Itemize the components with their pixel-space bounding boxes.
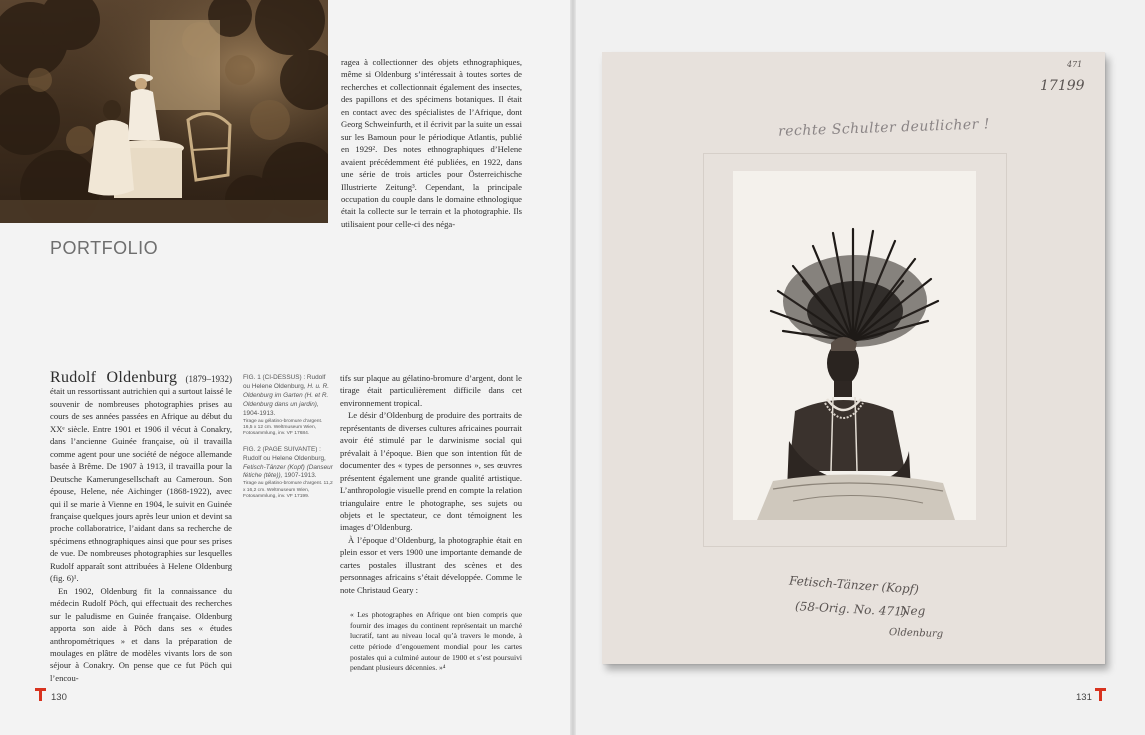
caption-details: Tirage au gélatino-bromure d’argent. 11,2 x 16,2 cm. Weltmuseum Wien, Fotosammlung, inv. VF 17199. xyxy=(243,481,333,500)
paragraph: tifs sur plaque au gélatino-bromure d’argent, dont le tirage était particulièrement difficile dans cet environnement tropical. xyxy=(340,373,522,408)
column-1 xyxy=(50,369,232,684)
handwritten-reference: (58-Orig. No. 471) xyxy=(794,599,907,619)
lead-dates: (1879–1932) xyxy=(185,374,232,384)
paragraph: était un ressortissant autrichien qui a surtout laissé le souvenir de nombreuses photographies prises au cours de ses années passées en Afrique au début du XXᵉ siècle. Entre 1901 et 1906 il vécut à Conakry, dans l’ancienne Guinée française, où il travailla comme agent pour une société de négoce allemande basée à Brême. De 1907 à 1913, il travailla pour la Deutsche Kamerungesellschaft au Cameroun. Son épouse, Helene, née Aichinger (1868-1922), avec qui il se marie à Vienne en 1904, le suivit en Guinée française quelques jours après leur union et devint sa proche collaboratrice, l’aidant dans sa recherche de spécimens ethnographiques ainsi que pour ses prises de vue. De nombreuses photographies sur lesquelles Rudolf apparaît sont attribuées à Helene Oldenburg (fig. 6)¹. xyxy=(50,386,232,584)
caption-date: 1907-1913. xyxy=(284,472,317,480)
gutter xyxy=(570,0,576,735)
brand-t-icon xyxy=(1095,688,1106,701)
caption-title: H. u. R. Oldenburg im Garten (H. et R. Oldenburg dans un jardin), xyxy=(243,382,329,408)
section-label: PORTFOLIO xyxy=(50,238,159,258)
block-quote: « Les photographes en Afrique ont bien compris que fournir des images du continent représentait un marché lucratif, tant au niveau local qu’à travers le monde, à cette période d’engouement mondial pour les cartes postales qui a culminé autour de 1900 et s’est poursuivi pendant plusieurs décennies. »⁴ xyxy=(350,610,522,673)
caption-head: FIG. 2 (PAGE SUIVANTE) : Rudolf ou Helene Oldenburg, xyxy=(243,445,326,462)
dancer-photo-image xyxy=(733,171,976,520)
handwritten-neg: Neg xyxy=(900,604,926,618)
dancer-photo-print xyxy=(733,171,976,520)
paragraph: Le désir d’Oldenburg de produire des portraits de représentants de diverses cultures africaines pourrait avoir été stimulé par le darwinisme social qui prévalait à l’époque. Bien que son intention fût de documenter des « types de personnes », ses œuvres présentent également une grande qualité artistique. L’anthropologie visuelle prend en compte la relation triangulaire entre le photographe, ses sujets ou objets et le spectateur, ce dont témoignent les images d’Oldenburg. xyxy=(340,410,522,533)
paragraph: À l’époque d’Oldenburg, la photographie était en plein essor et vers 1900 une importante demande de cartes postales illustrant des scènes et des personnages africains s’était développée. Comme le note Christaud Geary : xyxy=(340,534,522,595)
garden-photo xyxy=(0,0,328,223)
figure-caption xyxy=(243,374,333,438)
intro-text: ragea à collectionner des objets ethnographiques, même si Oldenburg s’intéressait à toutes sortes de recherches et collectionnait également des insectes, des papillons et des spécimens botaniques. Il était en contact avec des spécialistes de l’Afrique, dont Georg Schweinfurth, et il écrivit par la suite un essai sur les Bamoun pour le périodique Atlantis, publié en 1929². Des notes ethnographiques d’Helene avaient précédemment été publiées, en 1922, dans une série de trois articles pour Österreichische Illustrierte Zeitung³. Cependant, la principale occupation du couple dans le domaine ethnologique était la collecte sur le terrain et la photographie. Ils utilisaient pour celle-ci des néga- xyxy=(341,57,522,229)
figure-caption xyxy=(243,446,333,501)
brand-t-icon xyxy=(35,688,46,701)
handwritten-caption: Fetisch-Tänzer (Kopf) xyxy=(788,573,920,597)
paragraph: En 1902, Oldenburg fit la connaissance du médecin Rudolf Pöch, qui effectuait des recherches sur le paludisme en Guinée française. Oldenburg apporta son aide à Pöch dans ses « études anthropométriques » et dans la préparation de moulages en plâtre de modèles vivants lors de son séjour à Conakry. On pense que ce fut Pöch qui l’encou- xyxy=(50,585,232,683)
small-number: 471 xyxy=(1067,60,1083,69)
page-number-right: 131 xyxy=(1076,692,1092,703)
lead-name: Rudolf Oldenburg xyxy=(50,369,178,386)
intro-column xyxy=(341,56,522,230)
handwritten-signature: Oldenburg xyxy=(888,627,944,640)
page-number-left: 130 xyxy=(51,692,67,703)
figure-captions xyxy=(243,374,333,509)
lead-paragraph xyxy=(50,369,232,585)
caption-head: FIG. 1 (CI-DESSUS) : Rudolf ou Helene Oldenburg, xyxy=(243,374,326,390)
pencil-note: rechte Schulter deutlicher ! xyxy=(777,116,991,140)
column-2 xyxy=(340,372,522,674)
caption-details: Tirage au gélatino-bromure d’argent. 16,5 x 12 cm. Weltmuseum Wien, Fotosammlung, inv. VF 17684. xyxy=(243,418,323,437)
garden-photo-image xyxy=(0,0,328,223)
inventory-number: 17199 xyxy=(1040,78,1085,94)
caption-title: Fetisch-Tänzer (Kopf) (Danseur fétiche (tête)), xyxy=(243,463,333,480)
caption-date: 1904-1913. xyxy=(243,409,276,417)
